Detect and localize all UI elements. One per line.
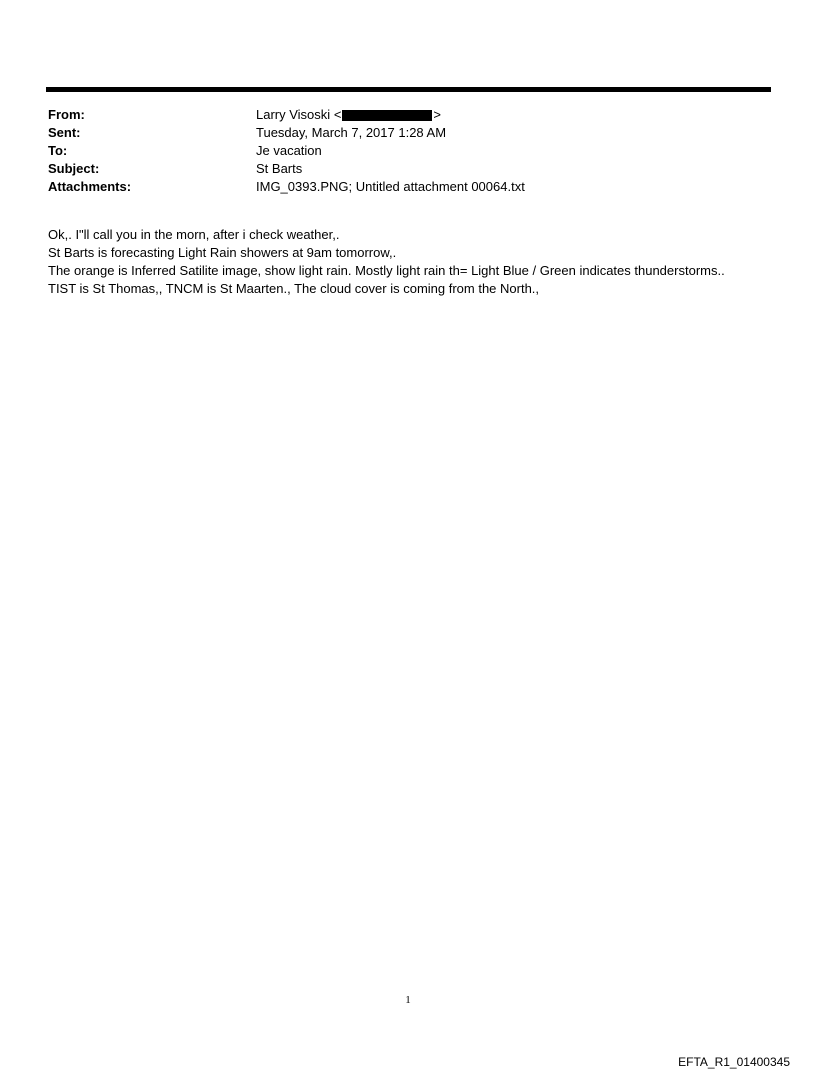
to-label: To: <box>48 143 68 158</box>
document-id: EFTA_R1_01400345 <box>678 1055 790 1069</box>
subject-value: St Barts <box>256 161 303 176</box>
from-value <box>256 106 768 124</box>
body-line: Ok,. I"ll call you in the morn, after i check weather,. <box>48 227 340 242</box>
email-close-bracket: > <box>433 107 441 122</box>
header-rule <box>46 87 771 92</box>
email-header <box>48 106 768 196</box>
email-body <box>48 226 778 298</box>
subject-label: Subject: <box>48 161 100 176</box>
to-row <box>48 142 768 160</box>
redacted-email <box>342 110 432 121</box>
body-line: The orange is Inferred Satilite image, show light rain. Mostly light rain th= Light Blue / Green indicates thunderstorms.. <box>48 263 725 278</box>
from-row <box>48 106 768 124</box>
page-number: 1 <box>405 994 411 1006</box>
sender-name: Larry Visoski <box>256 107 331 122</box>
attachments-value: IMG_0393.PNG; Untitled attachment 00064.txt <box>256 179 525 194</box>
body-line: St Barts is forecasting Light Rain showers at 9am tomorrow,. <box>48 245 397 260</box>
attachments-label: Attachments: <box>48 179 132 194</box>
subject-row <box>48 160 768 178</box>
body-line: TIST is St Thomas,, TNCM is St Maarten., The cloud cover is coming from the North., <box>48 281 540 296</box>
sent-row <box>48 124 768 142</box>
from-label: From: <box>48 107 85 122</box>
sent-label: Sent: <box>48 125 81 140</box>
sent-value: Tuesday, March 7, 2017 1:28 AM <box>256 125 447 140</box>
attachments-row <box>48 178 768 196</box>
email-open-bracket: < <box>333 107 342 122</box>
to-value: Je vacation <box>256 143 322 158</box>
